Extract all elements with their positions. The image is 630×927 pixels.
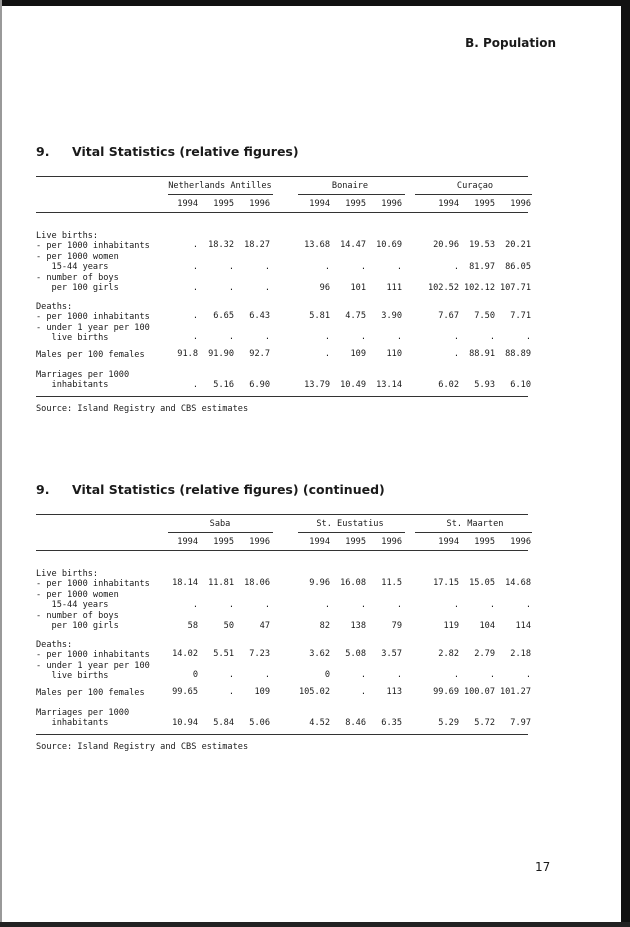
table-cell: 101 xyxy=(350,283,366,293)
table-cell: . xyxy=(396,332,402,342)
table-cell: 102.12 xyxy=(463,283,495,293)
table-cell: 10.69 xyxy=(376,240,402,250)
table-cell: 5.29 xyxy=(438,718,459,728)
column-group-rule xyxy=(415,532,532,533)
row-label-per-1000-women: - per 1000 women 15-44 years xyxy=(36,590,119,611)
table-cell: 0 xyxy=(324,670,330,680)
row-label-deaths: Deaths: xyxy=(36,640,73,650)
table-cell: 2.18 xyxy=(510,649,531,659)
year-header: 1996 xyxy=(249,199,270,209)
table-number: 9. xyxy=(36,482,50,497)
table-cell: 18.14 xyxy=(172,578,198,588)
table-cell: . xyxy=(396,262,402,272)
table-cell: 13.68 xyxy=(304,240,330,250)
table-source: Source: Island Registry and CBS estimates xyxy=(36,404,249,414)
row-label-deaths: Deaths: xyxy=(36,302,73,312)
table-cell: 3.90 xyxy=(381,311,402,321)
table-cell: . xyxy=(264,670,270,680)
table-cell: . xyxy=(324,262,330,272)
table-cell: 11.81 xyxy=(208,578,234,588)
table-cell: 8.46 xyxy=(345,718,366,728)
year-header: 1995 xyxy=(345,199,366,209)
table-cell: 3.62 xyxy=(309,649,330,659)
table-cell: 4.75 xyxy=(345,311,366,321)
row-label-live-births: Live births: xyxy=(36,231,99,241)
year-header: 1994 xyxy=(177,537,198,547)
table-title-text: Vital Statistics (relative figures) (continued) xyxy=(72,482,385,497)
table-cell: 79 xyxy=(391,621,402,631)
table-cell: . xyxy=(453,262,459,272)
page-header: B. Population xyxy=(465,36,556,50)
year-header: 1996 xyxy=(381,537,402,547)
row-label-males-per-100-females: Males per 100 females xyxy=(36,350,145,360)
table-cell: 7.50 xyxy=(474,311,495,321)
table-cell: 5.93 xyxy=(474,380,495,390)
table-cell: . xyxy=(264,262,270,272)
table-cell: . xyxy=(228,283,234,293)
table-top-rule xyxy=(36,176,528,177)
table-cell: 14.47 xyxy=(340,240,366,250)
table-cell: 7.71 xyxy=(510,311,531,321)
row-label-deaths-per-1000: - per 1000 inhabitants xyxy=(36,650,150,660)
table-cell: . xyxy=(360,332,366,342)
row-label-live-births: Live births: xyxy=(36,569,99,579)
table-cell: 102.52 xyxy=(427,283,459,293)
table-cell: . xyxy=(192,240,198,250)
table-cell: 5.84 xyxy=(213,718,234,728)
table-cell: 16.08 xyxy=(340,578,366,588)
table-cell: 114 xyxy=(515,621,531,631)
table-cell: . xyxy=(453,670,459,680)
table-cell: 7.23 xyxy=(249,649,270,659)
row-label-boys-per-100-girls: - number of boys per 100 girls xyxy=(36,611,119,632)
table-cell: . xyxy=(192,600,198,610)
table-title-text: Vital Statistics (relative figures) xyxy=(72,144,299,159)
year-header: 1996 xyxy=(510,537,531,547)
column-group-rule xyxy=(168,194,273,195)
table-cell: 11.5 xyxy=(381,578,402,588)
table-cell: . xyxy=(324,332,330,342)
table-cell: 3.57 xyxy=(381,649,402,659)
table-cell: 109 xyxy=(254,687,270,697)
table-cell: 92.7 xyxy=(249,349,270,359)
year-header: 1995 xyxy=(213,537,234,547)
table-cell: . xyxy=(324,600,330,610)
table-cell: . xyxy=(192,311,198,321)
table-cell: . xyxy=(525,600,531,610)
table-cell: 15.05 xyxy=(469,578,495,588)
column-group-header: St. Maarten xyxy=(446,519,504,529)
row-label-under-1-year: - under 1 year per 100 live births xyxy=(36,661,150,682)
year-header: 1995 xyxy=(213,199,234,209)
table-cell: 10.49 xyxy=(340,380,366,390)
column-group-header: Bonaire xyxy=(331,181,369,191)
row-label-under-1-year: - under 1 year per 100 live births xyxy=(36,323,150,344)
table-cell: . xyxy=(489,670,495,680)
table-cell: 104 xyxy=(479,621,495,631)
table-cell: 50 xyxy=(223,621,234,631)
table-cell: . xyxy=(264,283,270,293)
year-header: 1995 xyxy=(474,199,495,209)
table-cell: . xyxy=(525,332,531,342)
table-cell: 2.79 xyxy=(474,649,495,659)
table-top-rule xyxy=(36,514,528,515)
row-label-males-per-100-females: Males per 100 females xyxy=(36,688,145,698)
table-cell: 6.43 xyxy=(249,311,270,321)
table-cell: 101.27 xyxy=(499,687,531,697)
column-group-rule xyxy=(415,194,532,195)
page-number: 17 xyxy=(535,860,551,874)
table-cell: . xyxy=(228,670,234,680)
column-group-rule xyxy=(298,194,405,195)
table-cell: . xyxy=(228,600,234,610)
row-label-boys-per-100-girls: - number of boys per 100 girls xyxy=(36,273,119,294)
table-cell: 99.65 xyxy=(172,687,198,697)
table-cell: 0 xyxy=(192,670,198,680)
table-cell: . xyxy=(453,600,459,610)
table-cell: 82 xyxy=(319,621,330,631)
table-source: Source: Island Registry and CBS estimates xyxy=(36,742,249,752)
table-title xyxy=(36,144,299,159)
table-cell: . xyxy=(489,332,495,342)
table-cell: 5.08 xyxy=(345,649,366,659)
table-cell: 88.91 xyxy=(469,349,495,359)
scan-edge-right xyxy=(621,0,630,927)
table-cell: 20.21 xyxy=(505,240,531,250)
table-cell: . xyxy=(228,332,234,342)
table-cell: 96 xyxy=(319,283,330,293)
table-cell: 107.71 xyxy=(499,283,531,293)
table-cell: 6.10 xyxy=(510,380,531,390)
table-cell: 2.82 xyxy=(438,649,459,659)
table-cell: . xyxy=(228,687,234,697)
column-group-rule xyxy=(168,532,273,533)
table-cell: . xyxy=(264,332,270,342)
table-cell: 10.94 xyxy=(172,718,198,728)
row-label-per-1000-inhabitants: - per 1000 inhabitants xyxy=(36,241,150,251)
table-cell: 4.52 xyxy=(309,718,330,728)
table-cell: 138 xyxy=(350,621,366,631)
table-cell: 9.96 xyxy=(309,578,330,588)
year-header: 1995 xyxy=(345,537,366,547)
table-cell: . xyxy=(228,262,234,272)
year-header: 1994 xyxy=(309,537,330,547)
table-cell: . xyxy=(192,262,198,272)
year-header: 1994 xyxy=(177,199,198,209)
table-cell: 81.97 xyxy=(469,262,495,272)
table-bottom-rule xyxy=(36,396,528,397)
table-cell: 19.53 xyxy=(469,240,495,250)
table-cell: 6.65 xyxy=(213,311,234,321)
table-cell: 109 xyxy=(350,349,366,359)
year-header: 1996 xyxy=(381,199,402,209)
table-cell: 14.68 xyxy=(505,578,531,588)
table-cell: . xyxy=(360,670,366,680)
column-group-header: Netherlands Antilles xyxy=(168,181,272,191)
table-cell: . xyxy=(324,349,330,359)
table-cell: 5.06 xyxy=(249,718,270,728)
table-cell: 18.06 xyxy=(244,578,270,588)
year-header: 1994 xyxy=(309,199,330,209)
table-cell: 6.35 xyxy=(381,718,402,728)
year-header: 1994 xyxy=(438,199,459,209)
year-header: 1996 xyxy=(249,537,270,547)
year-header: 1994 xyxy=(438,537,459,547)
table-cell: 5.51 xyxy=(213,649,234,659)
table-cell: 105.02 xyxy=(298,687,330,697)
table-cell: . xyxy=(396,670,402,680)
scan-edge-top xyxy=(0,0,630,6)
table-cell: . xyxy=(453,332,459,342)
table-cell: . xyxy=(396,600,402,610)
table-cell: 5.72 xyxy=(474,718,495,728)
row-label-per-1000-women: - per 1000 women 15-44 years xyxy=(36,252,119,273)
table-cell: 6.90 xyxy=(249,380,270,390)
table-cell: . xyxy=(453,349,459,359)
row-label-per-1000-inhabitants: - per 1000 inhabitants xyxy=(36,579,150,589)
table-number: 9. xyxy=(36,144,50,159)
table-cell: 100.07 xyxy=(463,687,495,697)
table-cell: 7.67 xyxy=(438,311,459,321)
table-cell: 5.16 xyxy=(213,380,234,390)
column-group-rule xyxy=(298,532,405,533)
table-cell: 91.90 xyxy=(208,349,234,359)
table-cell: 113 xyxy=(386,687,402,697)
table-cell: 58 xyxy=(187,621,198,631)
table-cell: 18.32 xyxy=(208,240,234,250)
table-cell: . xyxy=(525,670,531,680)
table-cell: . xyxy=(192,332,198,342)
table-cell: 13.79 xyxy=(304,380,330,390)
table-cell: . xyxy=(360,600,366,610)
table-cell: 110 xyxy=(386,349,402,359)
table-cell: 86.05 xyxy=(505,262,531,272)
table-cell: 99.69 xyxy=(433,687,459,697)
year-header: 1996 xyxy=(510,199,531,209)
row-label-marriages: Marriages per 1000 inhabitants xyxy=(36,708,130,729)
table-cell: 20.96 xyxy=(433,240,459,250)
column-group-header: Curaçao xyxy=(456,181,494,191)
table-cell: . xyxy=(192,380,198,390)
row-label-deaths-per-1000: - per 1000 inhabitants xyxy=(36,312,150,322)
table-cell: 17.15 xyxy=(433,578,459,588)
table-cell: . xyxy=(264,600,270,610)
column-group-header: Saba xyxy=(209,519,231,529)
table-cell: 13.14 xyxy=(376,380,402,390)
table-cell: 111 xyxy=(386,283,402,293)
scan-edge-bottom xyxy=(0,922,630,927)
scan-edge-left xyxy=(0,0,2,927)
table-cell: 91.8 xyxy=(177,349,198,359)
table-cell: 47 xyxy=(259,621,270,631)
table-cell: 14.02 xyxy=(172,649,198,659)
table-cell: . xyxy=(489,600,495,610)
table-cell: 88.89 xyxy=(505,349,531,359)
column-group-header: St. Eustatius xyxy=(316,519,384,529)
table-cell: . xyxy=(360,687,366,697)
table-header-rule xyxy=(36,212,528,213)
table-cell: 7.97 xyxy=(510,718,531,728)
table-cell: . xyxy=(192,283,198,293)
table-cell: 6.02 xyxy=(438,380,459,390)
table-bottom-rule xyxy=(36,734,528,735)
table-cell: 5.81 xyxy=(309,311,330,321)
table-cell: . xyxy=(360,262,366,272)
table-cell: 18.27 xyxy=(244,240,270,250)
table-header-rule xyxy=(36,550,528,551)
table-cell: 119 xyxy=(443,621,459,631)
table-title xyxy=(36,482,385,497)
row-label-marriages: Marriages per 1000 inhabitants xyxy=(36,370,130,391)
year-header: 1995 xyxy=(474,537,495,547)
